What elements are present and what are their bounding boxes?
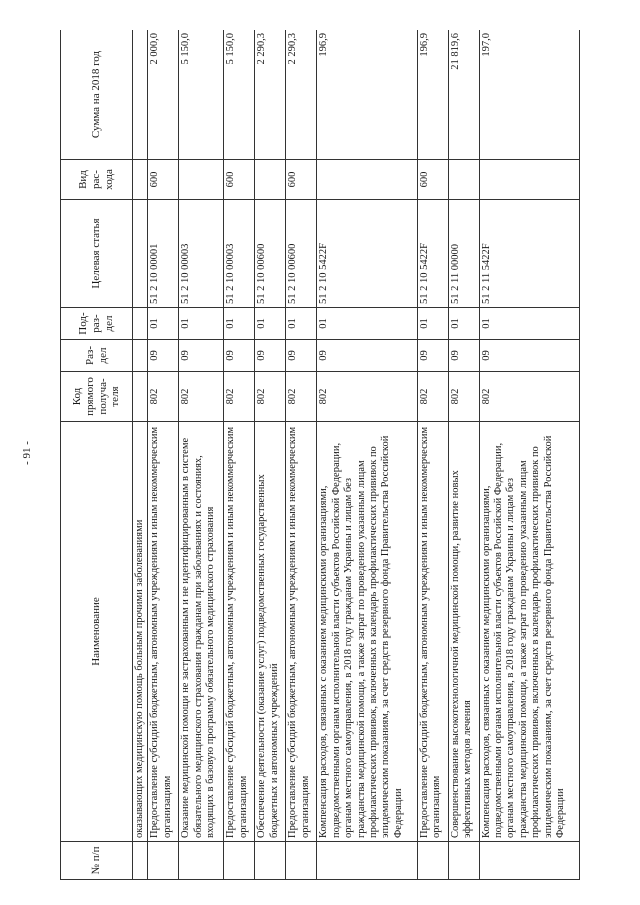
table-row	[224, 30, 255, 880]
cell-subsection	[133, 308, 148, 340]
cell-name: Оказание медицинской помощи не застрахованным и не идентифицированным в системе обязательного медицинского страхования гражданам при заболеваниях и состояниях, входящих в базовую программу обязательного медицинского страхования	[179, 422, 224, 842]
cell-num	[479, 842, 579, 880]
cell-sum: 196,9	[317, 30, 417, 160]
cell-name: Обеспечение деятельности (оказание услуг) подведомственных государственных бюджетных и автономных учреждений	[255, 422, 286, 842]
cell-subsection: 01	[448, 308, 479, 340]
cell-name: Предоставление субсидий бюджетным, автономным учреждениям и иным некоммерческим организациям	[417, 422, 448, 842]
cell-section: 09	[148, 340, 179, 372]
header-subsection: Под-раз-дел	[61, 308, 133, 340]
cell-sum	[133, 30, 148, 160]
cell-sum: 5 150,0	[179, 30, 224, 160]
cell-sum: 2 000,0	[148, 30, 179, 160]
cell-kind: 600	[224, 160, 255, 200]
cell-name: оказывающих медицинскую помощь больным прочими заболеваниями	[133, 422, 148, 842]
cell-kind	[255, 160, 286, 200]
cell-name: Совершенствование высокотехнологичной медицинской помощи, развитие новых эффективных методов лечения	[448, 422, 479, 842]
cell-kind: 600	[148, 160, 179, 200]
rotated-page	[60, 30, 580, 880]
cell-sum: 2 290,3	[255, 30, 286, 160]
cell-name: Предоставление субсидий бюджетным, автономным учреждениям и иным некоммерческим организациям	[286, 422, 317, 842]
cell-article: 51 2 10 00003	[179, 200, 224, 308]
table-row	[317, 30, 417, 880]
cell-section: 09	[255, 340, 286, 372]
cell-subsection: 01	[479, 308, 579, 340]
header-num: № п/п	[61, 842, 133, 880]
cell-kind	[179, 160, 224, 200]
table-row	[133, 30, 148, 880]
cell-num	[224, 842, 255, 880]
cell-article: 51 2 11 00000	[448, 200, 479, 308]
landscape-table-container	[60, 30, 580, 880]
cell-name: Компенсация расходов, связанных с оказанием медицинскими организациями, подведомственными органам исполнительной власти субъектов Российской Федерации, органам местного самоуправления, в 2018 году гражданам Украины и лицам без гражданства медицинской помощи, а также затрат по проведению указанным лицам профилактических прививок, включенных в календарь профилактических прививок по эпидемическим показаниям, за счет средств резервного фонда Правительства Российской Федерации	[317, 422, 417, 842]
cell-subsection: 01	[255, 308, 286, 340]
table-row	[479, 30, 579, 880]
table-row	[417, 30, 448, 880]
cell-sum: 5 150,0	[224, 30, 255, 160]
table-header	[61, 30, 133, 880]
cell-name: Предоставление субсидий бюджетным, автономным учреждениям и иным некоммерческим организациям	[148, 422, 179, 842]
cell-num	[286, 842, 317, 880]
header-name: Наименование	[61, 422, 133, 842]
cell-sum: 21 819,6	[448, 30, 479, 160]
table-row	[179, 30, 224, 880]
header-row	[61, 30, 133, 880]
cell-num	[133, 842, 148, 880]
cell-section: 09	[286, 340, 317, 372]
table-row	[148, 30, 179, 880]
cell-code: 802	[255, 372, 286, 422]
cell-section: 09	[224, 340, 255, 372]
cell-section: 09	[448, 340, 479, 372]
cell-code: 802	[317, 372, 417, 422]
cell-code: 802	[179, 372, 224, 422]
cell-kind: 600	[286, 160, 317, 200]
cell-article: 51 2 11 5422F	[479, 200, 579, 308]
cell-article: 51 2 10 5422F	[317, 200, 417, 308]
cell-num	[448, 842, 479, 880]
cell-subsection: 01	[286, 308, 317, 340]
cell-article: 51 2 10 00600	[286, 200, 317, 308]
cell-num	[417, 842, 448, 880]
header-kind: Вид рас-хода	[61, 160, 133, 200]
cell-kind: 600	[417, 160, 448, 200]
cell-sum: 197,0	[479, 30, 579, 160]
cell-article: 51 2 10 5422F	[417, 200, 448, 308]
cell-code: 802	[148, 372, 179, 422]
cell-name: Предоставление субсидий бюджетным, автономным учреждениям и иным некоммерческим организациям	[224, 422, 255, 842]
cell-article: 51 2 10 00003	[224, 200, 255, 308]
cell-kind	[133, 160, 148, 200]
cell-num	[179, 842, 224, 880]
table-row	[255, 30, 286, 880]
cell-section: 09	[317, 340, 417, 372]
cell-article: 51 2 10 00600	[255, 200, 286, 308]
cell-code: 802	[448, 372, 479, 422]
cell-subsection: 01	[148, 308, 179, 340]
cell-subsection: 01	[317, 308, 417, 340]
cell-kind	[448, 160, 479, 200]
cell-section	[133, 340, 148, 372]
cell-code: 802	[224, 372, 255, 422]
cell-code: 802	[286, 372, 317, 422]
cell-subsection: 01	[417, 308, 448, 340]
cell-num	[255, 842, 286, 880]
cell-num	[317, 842, 417, 880]
header-sum: Сумма на 2018 год	[61, 30, 133, 160]
cell-kind	[479, 160, 579, 200]
cell-article	[133, 200, 148, 308]
table-row	[448, 30, 479, 880]
header-section: Раз-дел	[61, 340, 133, 372]
cell-sum: 196,9	[417, 30, 448, 160]
page-number: - 91 -	[21, 441, 33, 465]
cell-code	[133, 372, 148, 422]
table-row	[286, 30, 317, 880]
cell-name: Компенсация расходов, связанных с оказанием медицинскими организациями, подведомственными органам исполнительной власти субъектов Российской Федерации, органам местного самоуправления, в 2018 году гражданам Украины и лицам без гражданства медицинской помощи, а также затрат по проведению указанным лицам профилактических прививок, включенных в календарь профилактических прививок по эпидемическим показаниям, за счет средств резервного фонда Правительства Российской Федерации	[479, 422, 579, 842]
table-body	[133, 30, 580, 880]
cell-code: 802	[417, 372, 448, 422]
cell-article: 51 2 10 00001	[148, 200, 179, 308]
cell-section: 09	[179, 340, 224, 372]
cell-subsection: 01	[179, 308, 224, 340]
cell-num	[148, 842, 179, 880]
cell-subsection: 01	[224, 308, 255, 340]
cell-sum: 2 290,3	[286, 30, 317, 160]
cell-code: 802	[479, 372, 579, 422]
header-article: Целевая статья	[61, 200, 133, 308]
budget-table	[60, 30, 580, 880]
cell-section: 09	[417, 340, 448, 372]
cell-kind	[317, 160, 417, 200]
cell-section: 09	[479, 340, 579, 372]
header-code: Код прямого получа-теля	[61, 372, 133, 422]
